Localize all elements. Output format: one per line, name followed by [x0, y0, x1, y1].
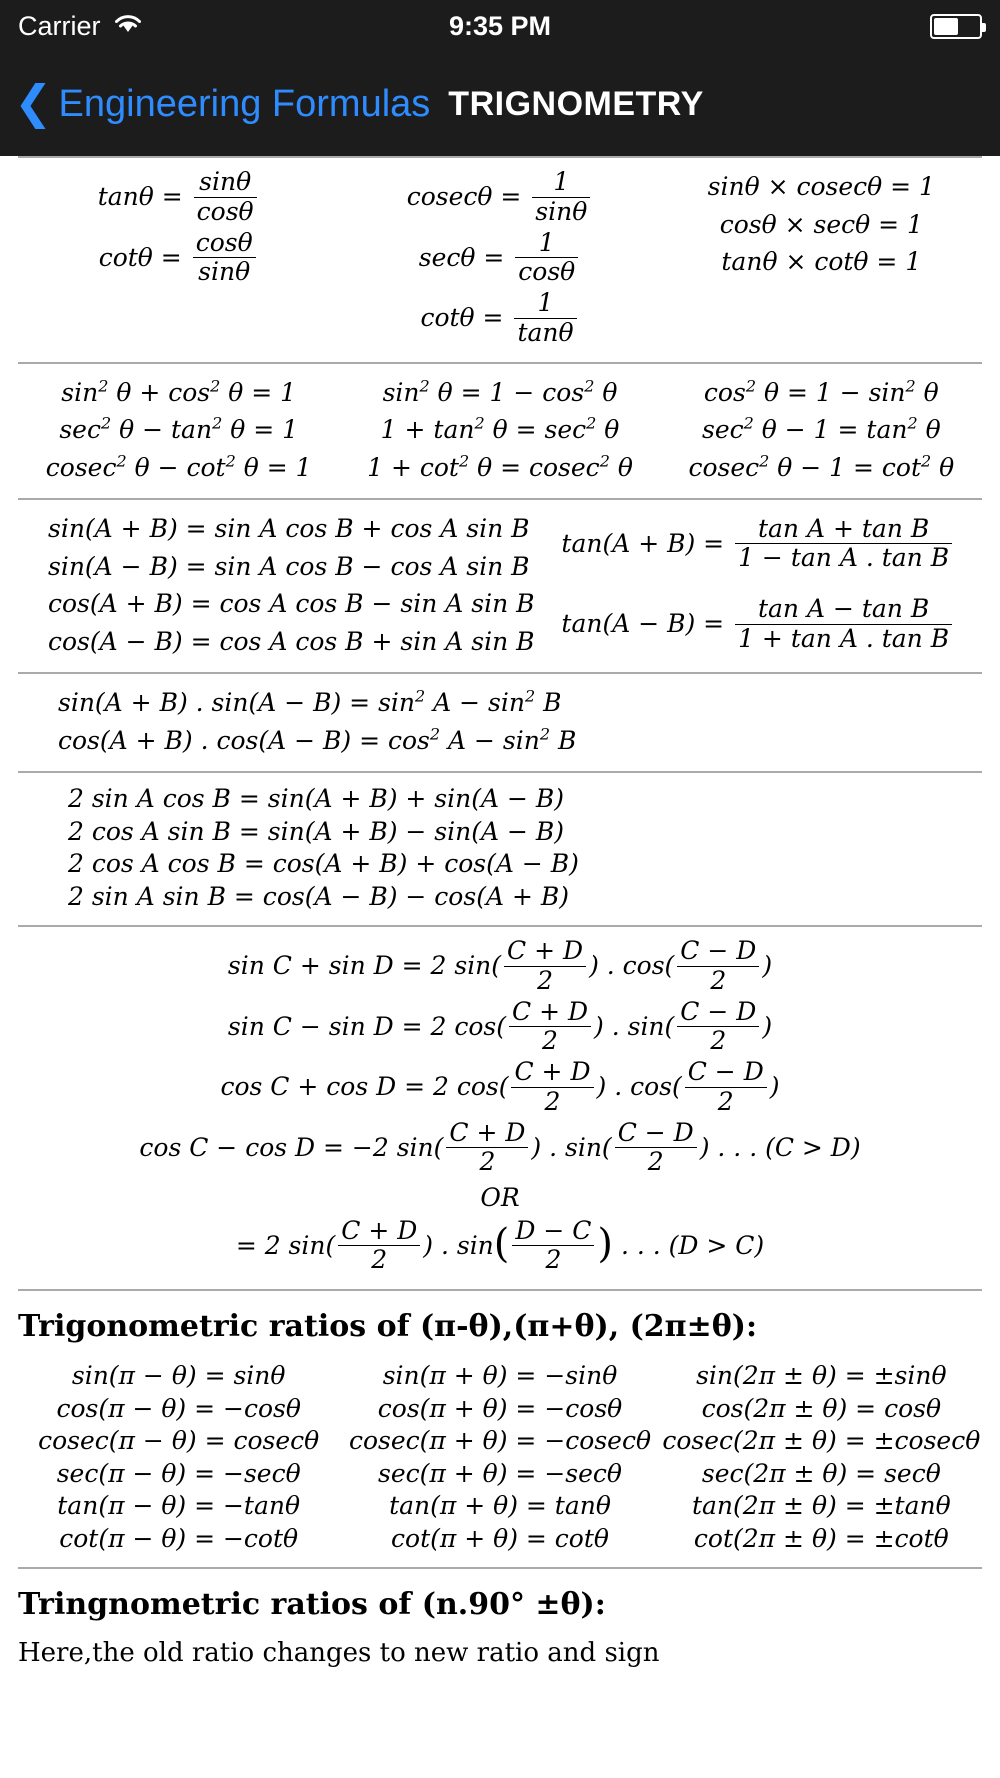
formula-line: cos C − cos D = −2 sin( $\frac{C + D}{2}$ ) . sin( $\frac{C - D}{2}$ ) . . . (C > D) [139, 1117, 861, 1177]
status-right [930, 14, 982, 39]
identities-column-2 [339, 374, 660, 487]
status-left [18, 11, 143, 42]
section-ratios-n90 [18, 1569, 982, 1671]
formula-line: $\sin^2 \theta + \cos^2 \theta = 1$ [61, 376, 297, 407]
formula-line: cosec$^2$ $\theta - \cot^2 \theta = 1$ [45, 451, 312, 482]
formula-line: $\sec^2 \theta - \tan^2 \theta = 1$ [59, 413, 298, 444]
formula-line: tan(π − θ) = −tanθ [57, 1491, 301, 1520]
formula-line: cot(2π ± θ) = ±cotθ [693, 1523, 949, 1553]
formula-line: sin(A − B) = sin A cos B − cos A sin B [48, 551, 530, 581]
identities-column-1 [18, 374, 339, 487]
formula-line: $\sin^2 \theta = 1 - \cos^2 \theta$ [382, 376, 618, 407]
formula-line: 2 sin A cos B = sin(A + B) + sin(A − B) [68, 784, 565, 813]
formula-line: sin C − sin D = 2 cos( $\frac{C + D}{2}$ ) . sin( $\frac{C - D}{2}$ ) [227, 996, 773, 1056]
formula-line: cos(A + B) . $\cos(A - B) = \cos^2 A - \sin^2 B$ [58, 724, 577, 755]
formula-line: tan(A + B) = $\frac{\text{tan A + tan B}}{\text{1 − tan A . tan B}}$ [561, 515, 955, 576]
formula-line: cos(2π ± θ) = cosθ [701, 1393, 942, 1423]
formula-content[interactable] [0, 156, 1000, 1778]
formula-line: cotθ = $\frac{\cos\theta}{\sin\theta}$ [99, 229, 259, 290]
page-title: TRIGNOMETRY [448, 84, 704, 123]
section-sum-difference [18, 500, 982, 672]
formula-line: tan(2π ± θ) = ±tanθ [691, 1491, 951, 1520]
wifi-icon [113, 11, 143, 42]
formula-line: sin(π + θ) = −sinθ [382, 1361, 618, 1390]
formula-line: cosec(2π ± θ) = ±cosecθ [662, 1426, 981, 1455]
formula-line: cosec$^2$ $\theta - 1 = \cot^2 \theta$ [688, 451, 955, 482]
section-basic-ratios [18, 158, 982, 362]
formula-line: 2 cos A cos B = cos(A + B) + cos(A − B) [68, 849, 579, 878]
ratios-column-1 [18, 168, 339, 350]
battery-fill [934, 18, 958, 35]
formula-line: $1 + \tan^2 \theta = \sec^2 \theta$ [380, 413, 620, 444]
ratios-column-3 [661, 168, 982, 350]
formula-line: tan(A − B) = $\frac{\text{tan A − tan B}}{\text{1 + tan A . tan B}}$ [561, 595, 955, 656]
formula-line: sin(A + B) . $\sin(A - B) = \sin^2 A - \sin^2 B$ [58, 686, 562, 717]
formula-line: sin(A + B) = sin A cos B + cos A sin B [48, 514, 530, 543]
formula-line: secθ = $\frac{1}{\cos\theta}$ [419, 229, 581, 290]
section-heading: Tringnometric ratios of (n.90° ±θ): [18, 1587, 606, 1622]
formula-line: = 2 sin( $\frac{C + D}{2}$ ) . sin( $\frac{D - C}{2}$ ) . . . (D > C) [235, 1215, 765, 1275]
formula-line: tanθ = $\frac{\sin\theta}{\cos\theta}$ [98, 168, 260, 229]
formula-line: cos(A − B) = cos A cos B + sin A sin B [48, 626, 535, 656]
formula-line: cot(π + θ) = cotθ [391, 1523, 609, 1553]
formula-line: tan(π + θ) = tanθ [389, 1491, 611, 1520]
section-identities [18, 364, 982, 499]
formula-line: tanθ × cotθ = 1 [721, 247, 922, 276]
identities-column-3 [661, 374, 982, 487]
section-product-to-sum [18, 773, 982, 925]
section-body-text: Here,the old ratio changes to new ratio and sign [18, 1638, 660, 1668]
ratios-pi-grid [18, 1350, 982, 1567]
formula-line: 2 sin A sin B = cos(A − B) − cos(A + B) [68, 881, 569, 911]
section-ratios-pi [18, 1291, 982, 1567]
back-button[interactable] [14, 76, 431, 128]
formula-line: $\cos^2 \theta = 1 - \sin^2 \theta$ [703, 376, 939, 407]
back-button-label: Engineering Formulas [58, 82, 431, 125]
formula-line: $1 + \cot^2 \theta = cosec^2$ θ [367, 451, 633, 482]
formula-line: cos(π + θ) = −cosθ [377, 1393, 623, 1423]
formula-line: sec(π + θ) = −secθ [378, 1458, 622, 1488]
navigation-bar [0, 52, 1000, 156]
sum-difference-column-2 [535, 510, 983, 660]
formula-line: cosec(π − θ) = cosecθ [38, 1426, 320, 1455]
formula-line: cos(π − θ) = −cosθ [56, 1393, 301, 1423]
formula-line: sinθ × cosecθ = 1 [707, 172, 935, 201]
ratios-pi-column-1 [18, 1360, 339, 1555]
or-label: OR [480, 1183, 520, 1212]
formula-line: cosθ × secθ = 1 [719, 209, 923, 239]
formula-line: sin(2π ± θ) = ±sinθ [696, 1361, 947, 1390]
section-heading: Trigonometric ratios of (π-θ),(π+θ), (2π±θ): [18, 1309, 758, 1344]
formula-line: sin(π − θ) = sinθ [71, 1361, 286, 1390]
ratios-column-2 [339, 168, 660, 350]
sum-difference-column-1 [18, 510, 535, 660]
formula-line: sin C + sin D = 2 sin( $\frac{C + D}{2}$ ) . cos( $\frac{C - D}{2}$ ) [227, 936, 773, 995]
section-sum-to-product [18, 927, 982, 1289]
formula-line: $\sec^2 \theta - 1 = \tan^2 \theta$ [701, 413, 941, 444]
status-time: 9:35 PM [448, 10, 552, 41]
battery-icon [930, 14, 982, 39]
formula-line: cos(A + B) = cos A cos B − sin A sin B [48, 589, 535, 618]
carrier-label: Carrier [18, 10, 101, 41]
formula-line: sec(π − θ) = −secθ [56, 1458, 301, 1488]
ratios-pi-column-2 [339, 1360, 660, 1555]
formula-line: cot(π − θ) = −cotθ [59, 1523, 299, 1553]
formula-line: cosecθ = $\frac{1}{\sin\theta}$ [407, 168, 594, 229]
chevron-left-icon: ❮ [14, 76, 53, 128]
formula-line: cotθ = $\frac{1}{\tan\theta}$ [420, 289, 579, 350]
formula-line: cosec(π + θ) = −cosecθ [348, 1426, 651, 1455]
formula-line: 2 cos A sin B = sin(A + B) − sin(A − B) [68, 816, 565, 846]
formula-line: sec(2π ± θ) = secθ [701, 1458, 941, 1488]
formula-line: cos C + cos D = 2 cos( $\frac{C + D}{2}$ ) . cos( $\frac{C - D}{2}$ ) [220, 1057, 780, 1116]
ratios-pi-column-3 [661, 1360, 982, 1555]
section-products [18, 674, 982, 771]
status-bar [0, 0, 1000, 52]
